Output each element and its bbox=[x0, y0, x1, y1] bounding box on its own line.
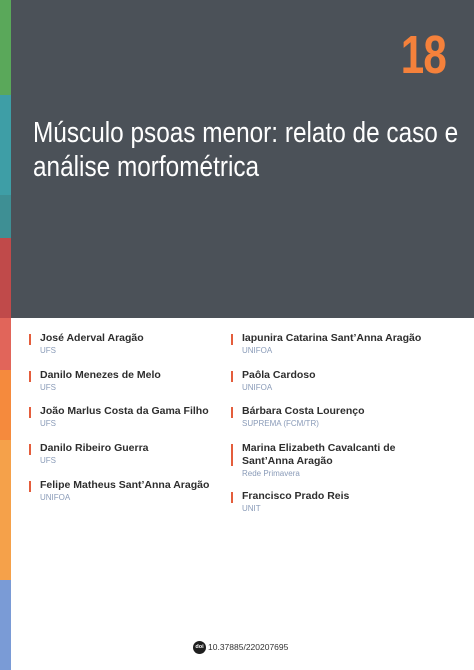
author-entry bbox=[231, 369, 316, 393]
stripe-segment-light-orange bbox=[0, 440, 11, 580]
author-name: Felipe Matheus Sant’Anna Aragão bbox=[40, 479, 210, 491]
chapter-title-line-1: Músculo psoas menor: relato de caso e bbox=[33, 117, 459, 149]
author-name: José Aderval Aragão bbox=[40, 332, 144, 344]
author-entry bbox=[231, 405, 365, 429]
stripe-segment-teal bbox=[0, 95, 11, 195]
author-affiliation: UFS bbox=[40, 456, 56, 465]
author-entry bbox=[231, 490, 349, 514]
author-name: Danilo Ribeiro Guerra bbox=[40, 442, 149, 454]
author-affiliation: UFS bbox=[40, 383, 56, 392]
author-affiliation: SUPREMA (FCM/TR) bbox=[242, 419, 319, 428]
author-entry bbox=[29, 332, 144, 356]
author-name: Paôla Cardoso bbox=[242, 369, 316, 381]
author-name: Francisco Prado Reis bbox=[242, 490, 350, 502]
author-name: Danilo Menezes de Melo bbox=[40, 369, 161, 381]
doi-icon: doi bbox=[193, 641, 206, 654]
author-entry bbox=[29, 405, 209, 429]
author-affiliation: UNIFOA bbox=[242, 346, 273, 355]
stripe-segment-blue bbox=[0, 580, 11, 670]
chapter-number: 18 bbox=[400, 25, 446, 85]
author-name-line-1: Marina Elizabeth Cavalcanti de bbox=[242, 442, 396, 454]
doi-link[interactable]: 10.37885/220207695 bbox=[208, 642, 289, 652]
color-stripe bbox=[0, 0, 11, 670]
author-affiliation: Rede Primavera bbox=[242, 469, 300, 478]
stripe-segment-coral bbox=[0, 318, 11, 370]
author-affiliation: UNIFOA bbox=[40, 493, 71, 502]
author-entry bbox=[29, 479, 209, 503]
author-entry bbox=[231, 332, 421, 356]
author-affiliation: UNIT bbox=[242, 504, 261, 513]
author-affiliation: UFS bbox=[40, 419, 56, 428]
author-affiliation: UFS bbox=[40, 346, 56, 355]
doi-reference bbox=[193, 640, 288, 654]
author-affiliation: UNIFOA bbox=[242, 383, 273, 392]
author-name: João Marlus Costa da Gama Filho bbox=[40, 405, 209, 417]
author-entry bbox=[231, 442, 395, 479]
chapter-title bbox=[33, 116, 470, 184]
stripe-segment-orange bbox=[0, 370, 11, 440]
author-name: Iapunira Catarina Sant’Anna Aragão bbox=[242, 332, 422, 344]
stripe-segment-red bbox=[0, 238, 11, 318]
stripe-segment-dark-teal bbox=[0, 195, 11, 238]
author-entry bbox=[29, 369, 161, 393]
author-entry bbox=[29, 442, 149, 466]
author-name-line-2: Sant’Anna Aragão bbox=[242, 455, 333, 467]
chapter-title-line-2: análise morfométrica bbox=[33, 151, 260, 183]
stripe-segment-green bbox=[0, 0, 11, 95]
author-name: Bárbara Costa Lourenço bbox=[242, 405, 365, 417]
chapter-header bbox=[11, 0, 474, 318]
